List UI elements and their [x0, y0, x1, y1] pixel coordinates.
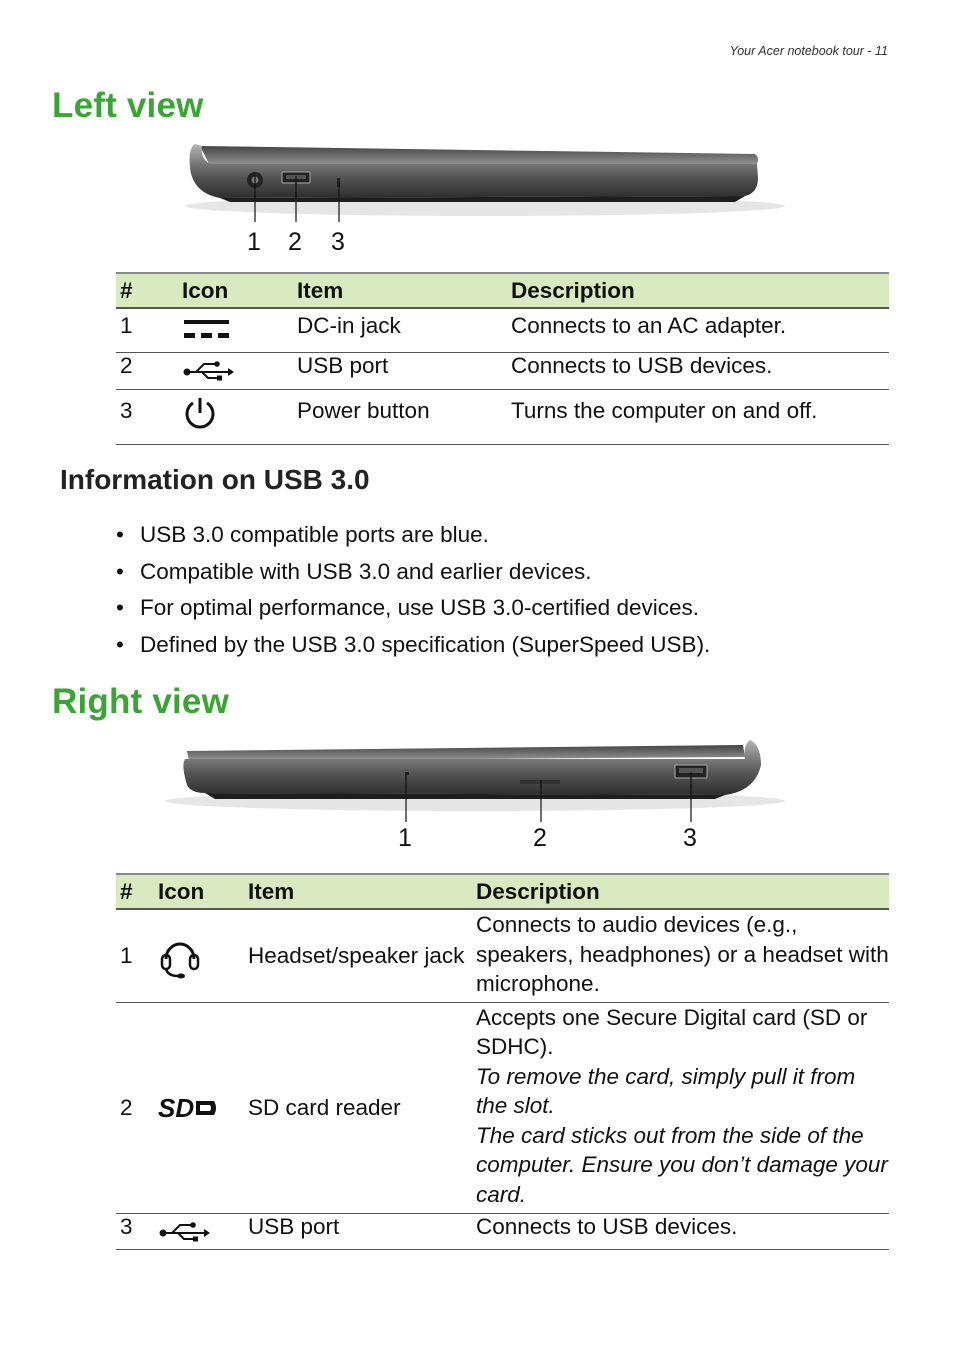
usb-info-list: [116, 522, 710, 668]
row-num: 1: [116, 909, 154, 1002]
row-item: USB port: [293, 352, 507, 389]
svg-text:SD: SD: [158, 1094, 195, 1121]
list-item: • For optimal performance, use USB 3.0-certified devices.: [116, 595, 710, 632]
col-header-item: Item: [293, 273, 507, 308]
col-header-icon: Icon: [178, 273, 293, 308]
usb-info-title: Information on USB 3.0: [60, 464, 370, 495]
list-item: • USB 3.0 compatible ports are blue.: [116, 522, 710, 559]
row-note: To remove the card, simply pull it from the slot.: [476, 1063, 856, 1118]
dc-in-icon: [182, 317, 293, 345]
row-description: Connects to USB devices.: [507, 352, 889, 389]
usb-icon: [158, 1220, 244, 1242]
row-num: 1: [116, 308, 178, 352]
left-callout-1: 1: [247, 228, 261, 256]
row-num: 3: [116, 1213, 154, 1249]
col-header-item: Item: [244, 874, 472, 909]
left-callout-2: 2: [288, 228, 302, 256]
row-description: Connects to audio devices (e.g., speakers, headphones) or a headset with microphone.: [472, 909, 889, 1002]
col-header-description: Description: [507, 273, 889, 308]
row-num: 3: [116, 389, 178, 444]
right-callout-1: 1: [398, 824, 412, 852]
list-item: • Defined by the USB 3.0 specification (SuperSpeed USB).: [116, 632, 710, 669]
row-num: 2: [116, 1002, 154, 1213]
running-header: Your Acer notebook tour - 11: [729, 44, 888, 58]
row-note: The card sticks out from the side of the computer. Ensure you don’t damage your card.: [476, 1122, 888, 1207]
col-header-icon: Icon: [154, 874, 244, 909]
table-row: [116, 308, 889, 352]
left-view-table: [116, 272, 889, 445]
list-item: • Compatible with USB 3.0 and earlier devices.: [116, 559, 710, 596]
row-item: SD card reader: [244, 1002, 472, 1213]
row-item: Headset/speaker jack: [244, 909, 472, 1002]
right-callout-lines: [0, 700, 954, 830]
col-header-num: #: [116, 874, 154, 909]
left-callout-3: 3: [331, 228, 345, 256]
usb-icon: [182, 359, 293, 381]
right-callout-2: 2: [533, 824, 547, 852]
row-description: Turns the computer on and off.: [507, 389, 889, 444]
row-num: 2: [116, 352, 178, 389]
table-row: [116, 1213, 889, 1249]
table-row: [116, 389, 889, 444]
table-header-row: [116, 273, 889, 308]
row-item: DC-in jack: [293, 308, 507, 352]
table-row: [116, 1002, 889, 1213]
left-view-title: Left view: [52, 86, 204, 125]
table-row: [116, 909, 889, 1002]
row-description: Accepts one Secure Digital card (SD or SDHC).: [476, 1004, 868, 1059]
power-icon: [182, 395, 293, 431]
right-view-title: Right view: [52, 682, 230, 721]
left-callout-lines: [0, 0, 954, 230]
table-row: [116, 352, 889, 389]
right-view-table: [116, 873, 889, 1250]
col-header-description: Description: [472, 874, 889, 909]
right-callout-3: 3: [683, 824, 697, 852]
row-item: USB port: [244, 1213, 472, 1249]
row-description: Connects to USB devices.: [472, 1213, 889, 1249]
headset-icon: [158, 933, 244, 979]
table-header-row: [116, 874, 889, 909]
row-item: Power button: [293, 389, 507, 444]
col-header-num: #: [116, 273, 178, 308]
row-description: Connects to an AC adapter.: [507, 308, 889, 352]
sd-card-icon: [158, 1095, 244, 1121]
